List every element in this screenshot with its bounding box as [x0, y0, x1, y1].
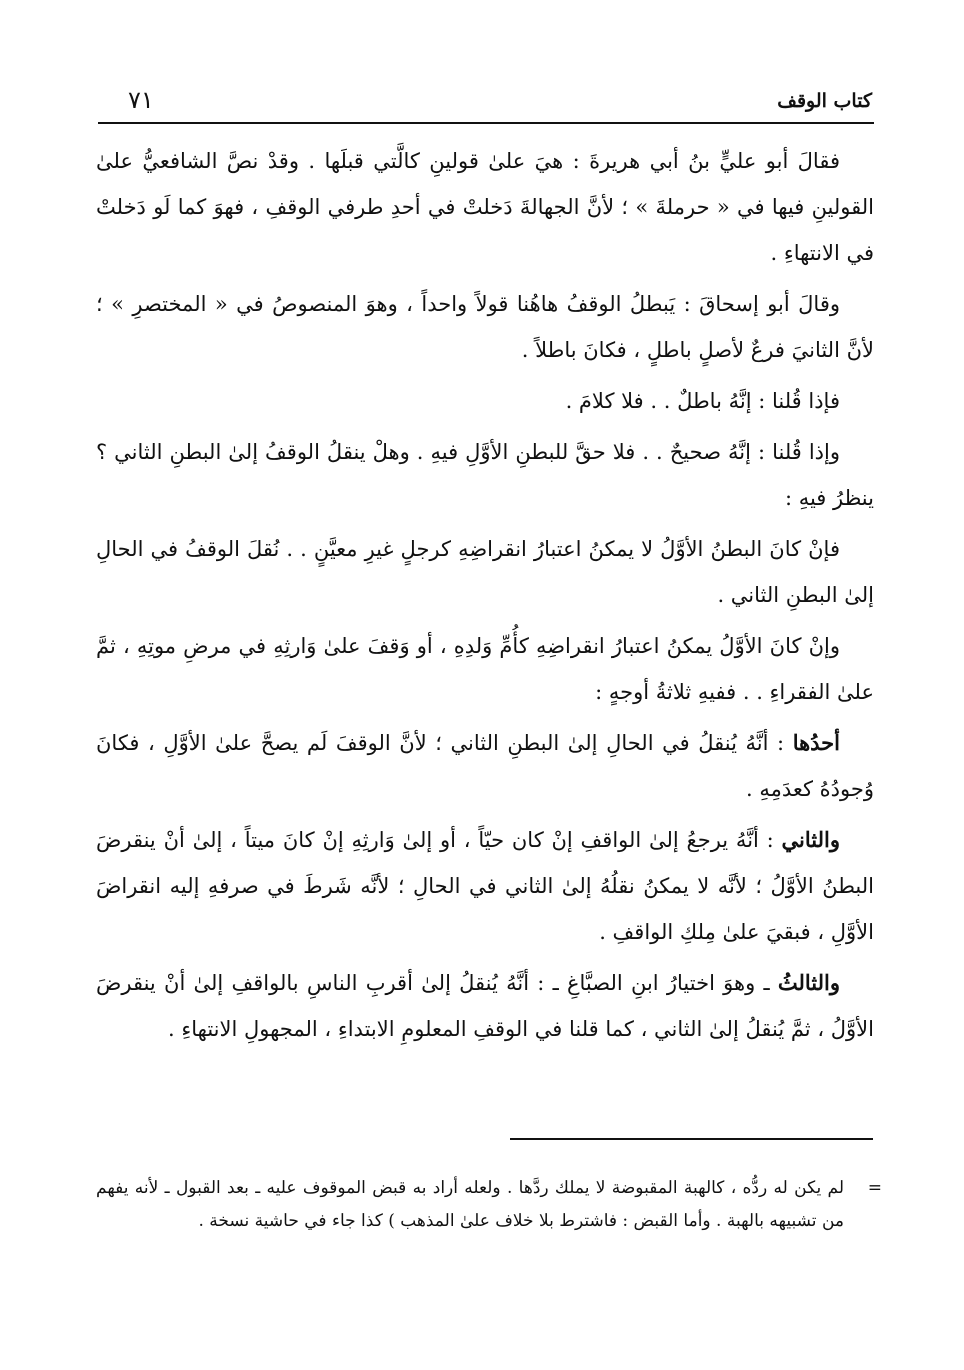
paragraph-text: وإنْ كانَ الأوَّلُ يمكنُ اعتبارُ انقراضِهِ كأُمِّ وَلدِهِ ، أو وَقفَ علىٰ وَارثِهِ في مرضِ موتِهِ ، ثمَّ علىٰ الفقراءِ . . ففيهِ ثلاثةُ أوجهٍ :: [96, 634, 874, 704]
footnote: [96, 1172, 882, 1238]
paragraph: [96, 720, 874, 812]
paragraph: [96, 138, 874, 276]
paragraph-text: فقالَ أبو عليٍّ بنُ أبي هريرةَ : هيَ علىٰ قولينِ كالَّتي قبلَها . وقدْ نصَّ الشافعيُّ علىٰ القولينِ فيها في « حرملةَ » ؛ لأنَّ الجهالةَ دَخلتْ في أحدِ طرفي الوقفِ ، فهوَ كما لَو دَخلتْ في الانتهاءِ .: [96, 149, 874, 265]
page-header: [98, 82, 874, 124]
paragraph-text: فإنْ كانَ البطنُ الأوَّلُ لا يمكنُ اعتبارُ انقراضِهِ كرجلٍ غيرِ معيَّنٍ . . نُقلَ الوقفُ في الحالِ إلىٰ البطنِ الثاني .: [96, 537, 874, 607]
book-title: كتاب الوقف: [777, 90, 872, 112]
paragraph: [96, 960, 874, 1052]
paragraph-text: فإذا قُلنا : إنَّهُ باطلٌ . . فلا كلامَ .: [565, 389, 840, 413]
paragraph: [96, 817, 874, 955]
paragraph-lead: أحدُها: [792, 730, 840, 755]
paragraph-text: وقالَ أبو إسحاقَ : يَبطلُ الوقفُ هاهُنا قولاً واحداً ، وهوَ المنصوصُ في « المختصرِ » ؛ لأنَّ الثانيَ فرعٌ لأصلٍ باطلٍ ، فكانَ باطلاً .: [96, 292, 874, 362]
paragraph: [96, 281, 874, 373]
page-number: ٧١: [128, 86, 154, 114]
paragraph-lead: والثالثُ: [777, 970, 840, 995]
footnote-text: لم يكن له ردُّه ، كالهبة المقبوضة لا يملك ردَّها . ولعله أراد به قبض الموقوف عليه ـ بعد القبول ـ لأنه يفهم من تشبيهه بالهبة . وأما القبض : فاشترط بلا خلاف علىٰ المذهب ) كذا جاء في حاشية نسخة .: [96, 1178, 844, 1231]
paragraph-text: وإذا قُلنا : إنَّهُ صحيحٌ . . فلا حقَّ للبطنِ الأوَّلِ فيهِ . وهلْ ينقلُ الوقفُ إلىٰ البطنِ الثاني ؟ ينظرُ فيهِ :: [96, 440, 874, 510]
footnote-divider: [510, 1138, 873, 1140]
paragraph-text: : أنَّهُ يُنقلُ في الحالِ إلىٰ البطنِ الثاني ؛ لأنَّ الوقفَ لَم يصحَّ علىٰ الأوَّلِ ، فكانَ وُجودُهُ كعدَمِهِ .: [96, 731, 874, 801]
footnote-marker: =: [867, 1178, 882, 1198]
paragraph: [96, 429, 874, 521]
paragraph-lead: والثاني: [781, 827, 840, 852]
paragraph-text: : أنَّهُ يرجعُ إلىٰ الواقفِ إنْ كان حيّاً ، أو إلىٰ وَارثِهِ إنْ كانَ ميتاً ، إلىٰ أنْ ينقرضَ البطنُ الأوَّلُ ؛ لأنَّه لا يمكنُ نقلُهُ إلىٰ الثاني في الحالِ ؛ لأنَّه شَرطَ في صرفهِ إليه انقراضَ الأوَّلِ ، فبقيَ علىٰ مِلكِ الواقفِ .: [96, 828, 874, 944]
paragraph: [96, 623, 874, 715]
main-text: [96, 138, 874, 1057]
paragraph-text: ـ وهوَ اختيارُ ابنِ الصبَّاغِ ـ : أنَّهُ يُنقلُ إلىٰ أقربِ الناسِ بالواقفِ إلىٰ أنْ ينقرضَ الأوَّلُ ، ثمَّ يُنقلُ إلىٰ الثاني ، كما قلنا في الوقفِ المعلومِ الابتداءِ ، المجهولِ الانتهاءِ .: [96, 971, 874, 1041]
paragraph: [96, 378, 874, 424]
paragraph: [96, 526, 874, 618]
